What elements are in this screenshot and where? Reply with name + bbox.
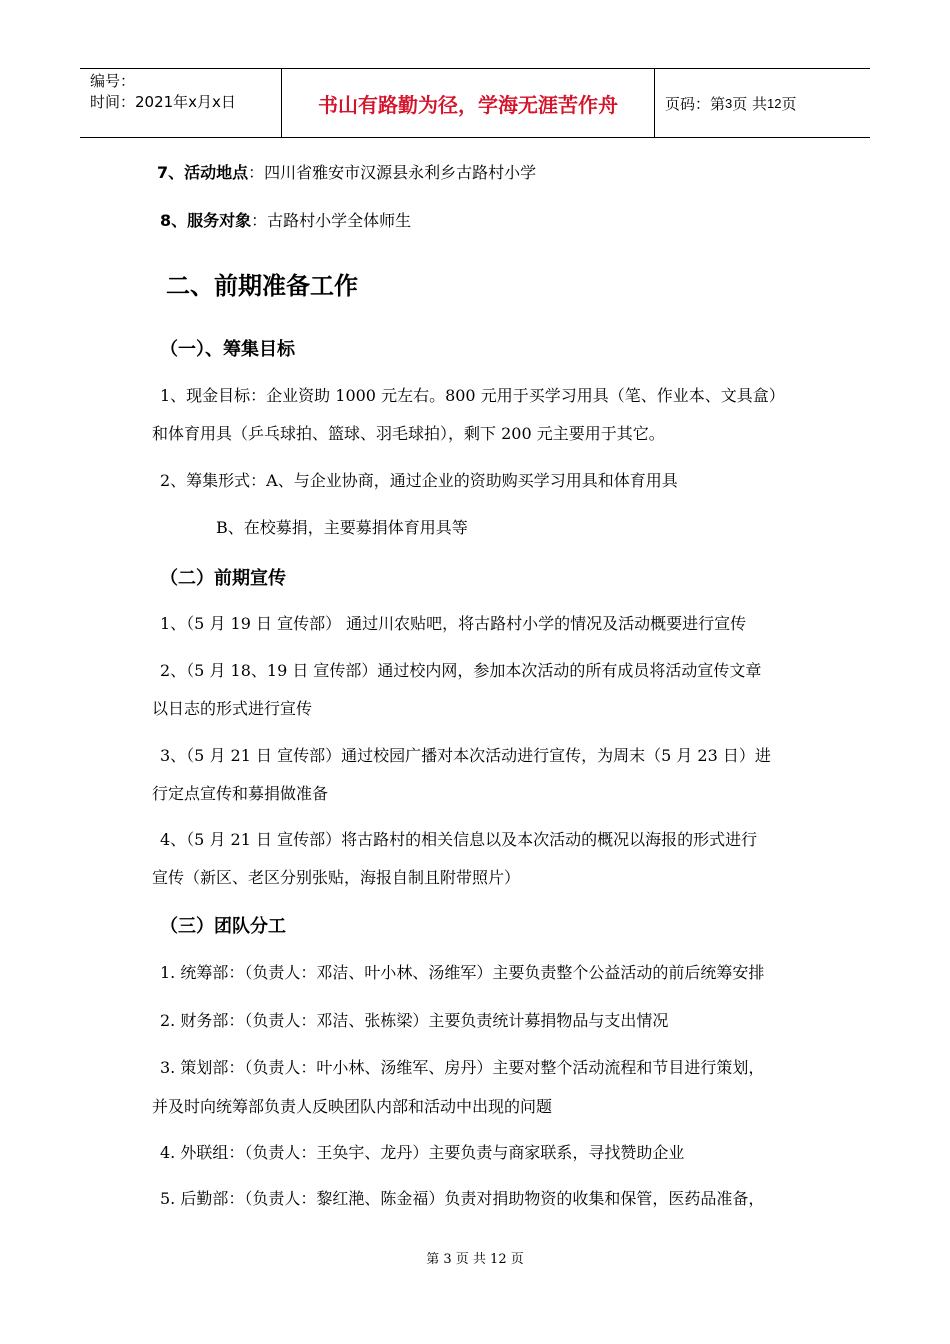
header-motto: 书山有路勤为径，学海无涯苦作舟 — [318, 92, 618, 117]
paragraph-line: 和体育用具（乒乓球拍、篮球、羽毛球拍），剩下 200 元主要用于其它。 — [152, 424, 665, 443]
paragraph-line: 5. 后勤部：（负责人：黎红滟、陈金福）负责对捐助物资的收集和保管，医药品准备， — [160, 1189, 765, 1208]
item-7-value: ：四川省雅安市汉源县永利乡古路村小学 — [248, 163, 537, 182]
item-7-label: 7、活动地点 — [157, 163, 249, 182]
page-mid: 页 共 — [732, 94, 768, 113]
paragraph-line: 行定点宣传和募捐做准备 — [152, 784, 329, 803]
page-suffix: 页 — [781, 94, 797, 113]
paragraph-line: 以日志的形式进行宣传 — [152, 699, 313, 718]
page-footer: 第 3 页 共 12 页 — [426, 1252, 524, 1267]
subsection-title-3: （三）团队分工 — [160, 916, 286, 937]
paragraph-line: 1. 统筹部：（负责人：邓洁、叶小林、汤维军）主要负责整个公益活动的前后统筹安排 — [160, 963, 765, 982]
subsection-title-2: （二）前期宣传 — [160, 568, 286, 589]
header-meta — [80, 69, 280, 137]
paragraph-line: 宣传（新区、老区分别张贴，海报自制且附带照片） — [152, 868, 521, 887]
paragraph-line: 1、（5 月 19 日 宣传部） 通过川农贴吧，将古路村小学的情况及活动概要进行宣传 — [160, 614, 747, 633]
item-8-value: ：古路村小学全体师生 — [251, 211, 412, 230]
paragraph-line: 2. 财务部：（负责人：邓洁、张栋梁）主要负责统计募捐物品与支出情况 — [160, 1011, 669, 1030]
header-page-number — [665, 69, 797, 137]
page-header — [80, 68, 870, 138]
page-prefix: 页码：第 — [665, 94, 726, 113]
date-label: 时间：2021年x月x日 — [90, 93, 236, 111]
paragraph-line: 并及时向统筹部负责人反映团队内部和活动中出现的问题 — [152, 1097, 553, 1116]
paragraph-line: 3. 策划部：（负责人：叶小林、汤维军、房丹）主要对整个活动流程和节目进行策划， — [160, 1058, 765, 1077]
paragraph-line: 4. 外联组：（负责人：王奂宇、龙丹）主要负责与商家联系，寻找赞助企业 — [160, 1143, 685, 1162]
page-current: 3 — [725, 95, 733, 111]
paragraph-line: 2、筹集形式：A、与企业协商，通过企业的资助购买学习用具和体育用具 — [160, 471, 678, 490]
header-divider — [654, 69, 655, 137]
section-title: 二、前期准备工作 — [166, 272, 358, 300]
paragraph-line: 4、（5 月 21 日 宣传部）将古路村的相关信息以及本次活动的概况以海报的形式进行 — [160, 830, 758, 849]
item-8-label: 8、服务对象 — [160, 211, 252, 230]
paragraph-line: B、在校募捐，主要募捐体育用具等 — [216, 518, 468, 537]
paragraph-line: 1、现金目标：企业资助 1000 元左右。800 元用于买学习用具（笔、作业本、文具盒） — [160, 386, 785, 405]
paragraph-line: 2、（5 月 18、19 日 宣传部）通过校内网，参加本次活动的所有成员将活动宣传文章 — [160, 661, 762, 680]
code-label: 编号： — [90, 72, 136, 90]
item-8 — [160, 208, 411, 231]
item-7 — [157, 160, 536, 183]
subsection-title-1: （一）、筹集目标 — [160, 339, 295, 360]
paragraph-line: 3、（5 月 21 日 宣传部）通过校园广播对本次活动进行宣传，为周末（5 月 23 日）进 — [160, 746, 771, 765]
page-total: 12 — [767, 95, 782, 111]
